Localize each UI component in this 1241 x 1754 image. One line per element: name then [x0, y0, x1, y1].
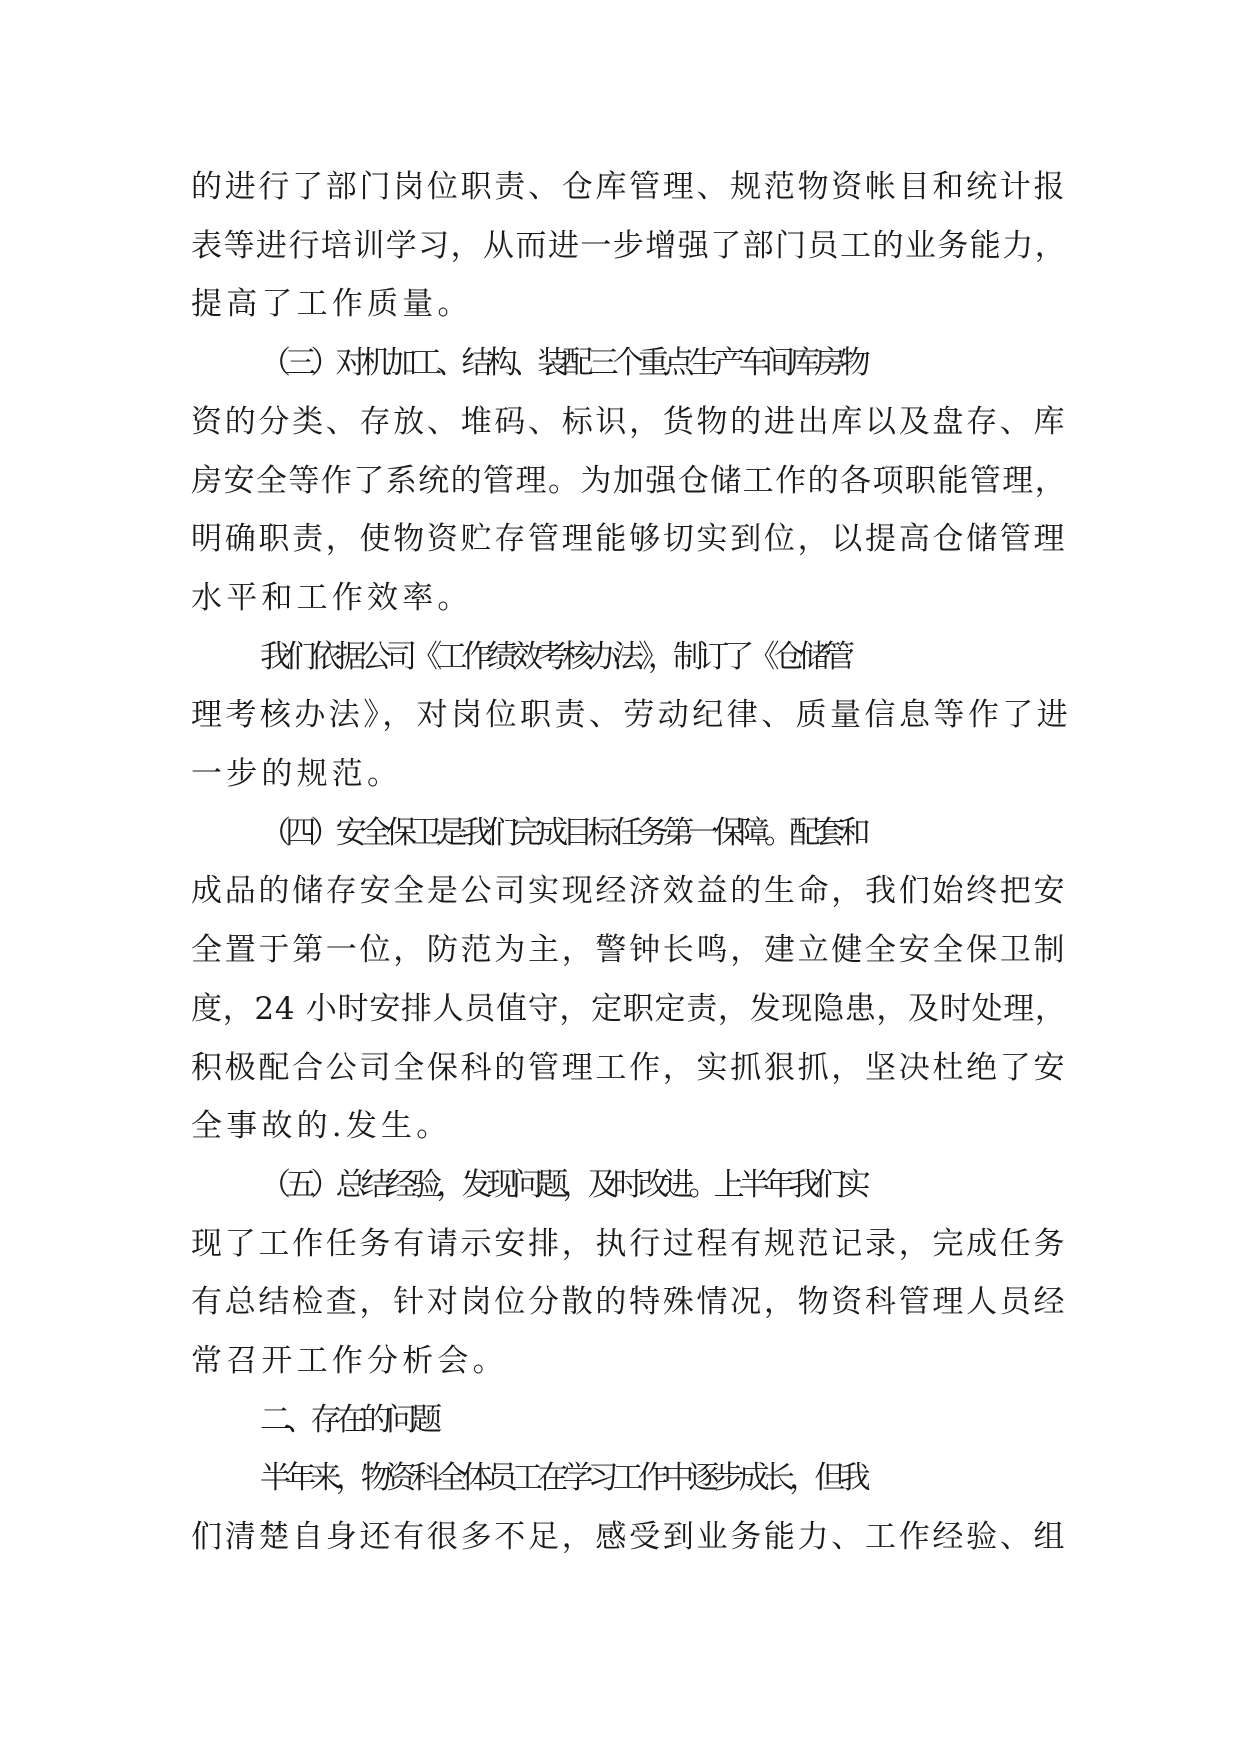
text-line: 度，24 小时安排人员值守，定职定责，发现隐患，及时处理， — [191, 991, 1067, 1027]
text-line: 一步的规范。 — [191, 756, 403, 792]
text-line: 现了工作任务有请示安排，执行过程有规范记录，完成任务 — [191, 1226, 1068, 1262]
text-line: 表等进行培训学习，从而进一步增强了部门员工的业务能力， — [191, 228, 1068, 264]
paragraph-start-line: 我们依据公司《工作绩效考核办法》，制订了《仓储管 — [260, 639, 850, 675]
text-line: 提高了工作质量。 — [191, 286, 473, 322]
text-line: 们清楚自身还有很多不足，感受到业务能力、工作经验、组 — [191, 1519, 1068, 1555]
text-line: 房安全等作了系统的管理。为加强仓储工作的各项职能管理， — [191, 463, 1068, 499]
text-line: 成品的储存安全是公司实现经济效益的生命，我们始终把安 — [191, 873, 1068, 909]
text-line: 理考核办法》，对岗位职责、劳动纪律、质量信息等作了进 — [191, 697, 1072, 733]
text-line: 的进行了部门岗位职责、仓库管理、规范物资帐目和统计报 — [191, 169, 1068, 205]
text-line: 水平和工作效率。 — [191, 580, 473, 616]
text-line: 有总结检查，针对岗位分散的特殊情况，物资科管理人员经 — [191, 1284, 1068, 1320]
text-line: 全置于第一位，防范为主，警钟长鸣，建立健全安全保卫制 — [191, 932, 1068, 968]
paragraph-start-line: （四）安全保卫是我们完成目标任务第一保障。配套和 — [260, 815, 865, 851]
paragraph-start-line: 半年来，物资科全体员工在学习工作中逐步成长，但我 — [260, 1460, 865, 1496]
paragraph-start-line: （五）总结经验，发现问题，及时改进。上半年我们实 — [260, 1167, 865, 1203]
text-line: 积极配合公司全保科的管理工作，实抓狠抓，坚决杜绝了安 — [191, 1050, 1068, 1086]
text-line: 明确职责，使物资贮存管理能够切实到位，以提高仓储管理 — [191, 521, 1068, 557]
text-line: 常召开工作分析会。 — [191, 1343, 508, 1379]
paragraph-start-line: （三）对机加工、结构、装配三个重点生产车间库房物 — [260, 345, 865, 381]
text-line: 全事故的.发生。 — [191, 1108, 452, 1144]
section-heading: 二、存在的问题 — [260, 1402, 437, 1438]
text-line: 资的分类、存放、堆码、标识，货物的进出库以及盘存、库 — [191, 404, 1068, 440]
